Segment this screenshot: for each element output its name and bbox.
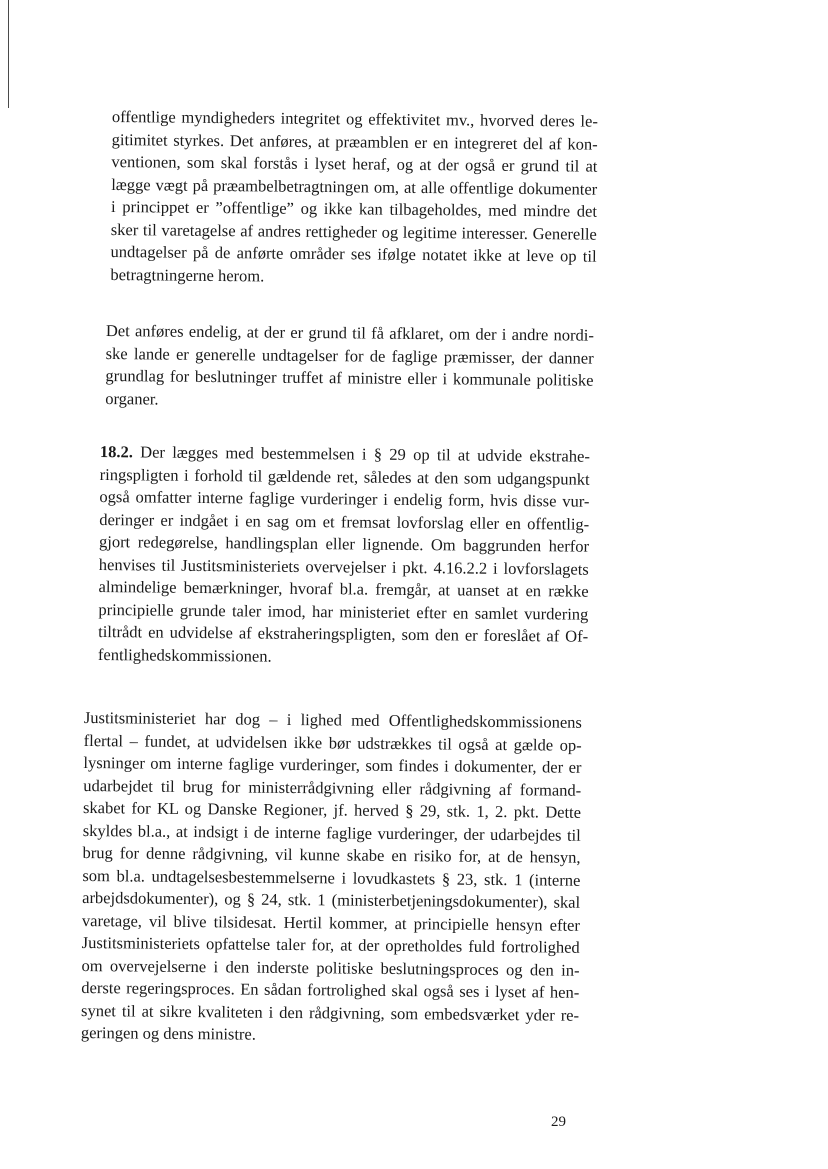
text-line: ske lande er generelle undtagelser for de faglige præmisser, der danner	[105, 343, 594, 368]
text-line: ringspligten i forhold til gældende ret, således at den som udgangspunkt	[99, 464, 590, 489]
paragraph-2	[105, 320, 594, 415]
text-line: brug for denne rådgivning, vil kunne skabe en risiko for, at de hensyn,	[82, 842, 581, 867]
text-line: gjort redegørelse, handlingsplan eller lignende. Om baggrunden herfor	[98, 531, 590, 556]
page-number: 29	[551, 1114, 566, 1130]
text-line: Justitsministeriets opfattelse taler for, at der opretholdes fuld fortrolighed	[81, 932, 580, 957]
text-line: gitimitet styrkes. Det anføres, at præamblen er en integreret del af kon-	[111, 129, 598, 154]
text-line: udarbejdet til brug for ministerrådgivning eller rådgivning af formand-	[83, 775, 582, 800]
text-line: lægge vægt på præambelbetragtningen om, at alle offentlige dokumenter	[111, 174, 598, 199]
text-line: deringer er indgået i en sag om et fremsat lovforslag eller en offentlig-	[99, 509, 590, 534]
text-line: Justitsministeriet har dog – i lighed med Offentlighedskommissionens	[83, 707, 582, 732]
text-line: geringen og dens ministre.	[80, 1022, 257, 1044]
text-line-rest: Der lægges med bestemmelsen i § 29 op til at udvide ekstrahe-	[132, 442, 590, 466]
text-line: arbejdsdokumenter), og § 24, stk. 1 (ministerbetjeningsdokumenter), skal	[82, 887, 581, 912]
text-line: offentlige myndigheders integritet og effektivitet mv., hvorved deres le-	[111, 106, 598, 131]
text-line: grundlag for beslutninger truffet af ministre eller i kommunale politiske	[105, 365, 594, 390]
text-line: undtagelser på de anførte områder ses ifølge notatet ikke at leve op til	[110, 241, 597, 266]
section-number: 18.2.	[99, 441, 133, 462]
paragraph-3	[98, 441, 590, 671]
text-line: organer.	[105, 388, 159, 409]
margin-rule	[8, 0, 9, 108]
paragraph-4	[81, 707, 582, 1049]
text-line: derste regeringsproces. En sådan fortrolighed skal også ses i lyset af hen-	[81, 977, 580, 1002]
text-line: som bl.a. undtagelsesbestemmelserne i lovudkastets § 23, stk. 1 (interne	[82, 865, 581, 890]
text-line: sker til varetagelse af andres rettigheder og legitime interesser. Generelle	[110, 219, 597, 244]
text-line: almindelige bemærkninger, hvoraf bl.a. fremgår, at uanset at en række	[98, 576, 589, 601]
paragraph-1	[110, 106, 598, 291]
text-line: i princippet er ”offentlige” og ikke kan tilbageholdes, med mindre det	[110, 196, 598, 221]
text-line: tiltrådt en udvidelse af ekstraheringspligten, som den er foreslået af Of-	[98, 621, 589, 646]
text-line: skyldes bl.a., at indsigt i de interne faglige vurderinger, der udarbejdes til	[82, 820, 581, 845]
text-line: skabet for KL og Danske Regioner, jf. herved § 29, stk. 1, 2. pkt. Dette	[82, 797, 582, 822]
text-line: fentlighedskommissionen.	[97, 644, 272, 666]
text-line: flertal – fundet, at udvidelsen ikke bør udstrækkes til også at gælde op-	[83, 730, 582, 755]
text-line: ventionen, som skal forstås i lyset heraf, og at der også er grund til at	[111, 151, 598, 176]
text-line: varetage, vil blive tilsidesat. Hertil kommer, at principielle hensyn efter	[81, 910, 581, 935]
text-line: også omfatter interne faglige vurderinger i endelig form, hvis disse vur-	[99, 486, 590, 511]
text-line: om overvejelserne i den inderste politiske beslutningsproces og den in-	[81, 955, 580, 980]
text-line: synet til at sikre kvaliteten i den rådgivning, som embedsværket yder re-	[81, 1000, 580, 1025]
text-line: lysninger om interne faglige vurderinger, som findes i dokumenter, der er	[83, 752, 582, 777]
text-line: betragtningerne herom.	[110, 264, 265, 285]
text-line: henvises til Justitsministeriets overvejelser i pkt. 4.16.2.2 i lovforslagets	[98, 554, 589, 579]
text-line: Det anføres endelig, at der er grund til få afklaret, om der i andre nordi-	[105, 320, 594, 345]
text-line: principielle grunde taler imod, har ministeriet efter en samlet vurdering	[98, 599, 589, 624]
